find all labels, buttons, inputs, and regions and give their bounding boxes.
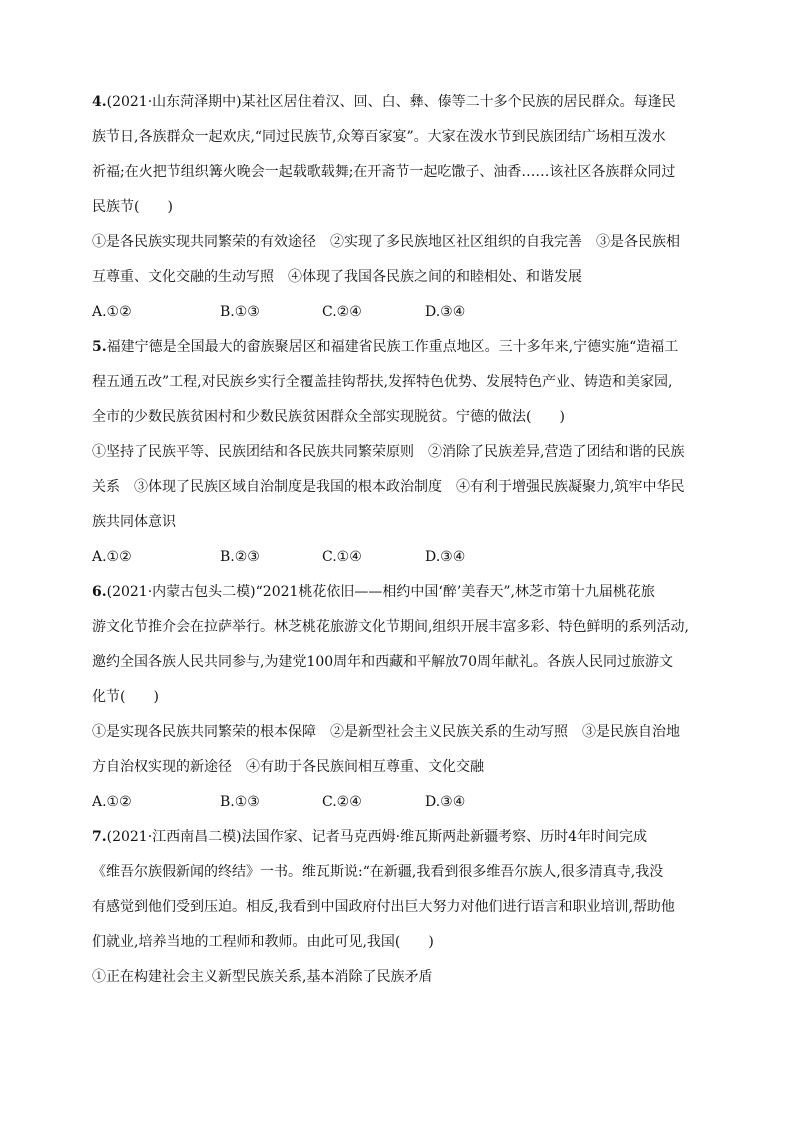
question-4-line-1: 4.(2021·山东菏泽期中)某社区居住着汉、回、白、彝、傣等二十多个民族的居民群众。每逢民: [92, 94, 676, 110]
question-5-statement-2: 关系 ③体现了民族区域自治制度是我国的根本政治制度 ④有利于增强民族凝聚力,筑牢中华民: [92, 479, 685, 495]
question-6-option-d[interactable]: D.③④: [425, 794, 466, 810]
question-6-line-4: 化节( ): [92, 689, 159, 705]
question-5-line-3: 全市的少数民族贫困村和少数民族贫困群众全部实现脱贫。宁德的做法( ): [92, 409, 565, 425]
question-5-line-1: 5.福建宁德是全国最大的畲族聚居区和福建省民族工作重点地区。三十多年来,宁德实施“造福工: [92, 339, 679, 355]
question-6-line-1: 6.(2021·内蒙古包头二模)“2021桃花依旧——相约中国‘醉’美春天”,林芝市第十九届桃花旅: [92, 584, 655, 600]
question-7-line-2: 《维吾尔族假新闻的终结》一书。维瓦斯说:“在新疆,我看到很多维吾尔族人,很多清真寺,我没: [92, 864, 664, 880]
question-5-statement-1: ①坚持了民族平等、民族团结和各民族共同繁荣原则 ②消除了民族差异,营造了团结和谐的民族: [92, 444, 685, 460]
document-page: [92, 93, 708, 987]
question-5-options: [92, 548, 708, 567]
question-4-option-b[interactable]: B.①③: [220, 304, 260, 320]
question-4-line-4: 民族节( ): [92, 199, 173, 215]
question-5-option-d[interactable]: D.③④: [425, 549, 466, 565]
question-7-line-4: 们就业,培养当地的工程师和教师。由此可见,我国( ): [92, 934, 434, 950]
question-4-line-3: 祈福;在火把节组织篝火晚会一起载歌载舞;在开斋节一起吃馓子、油香……该社区各族群众同过: [92, 164, 676, 180]
question-4-option-a[interactable]: A.①②: [92, 304, 132, 320]
question-6-statement-1: ①是实现各民族共同繁荣的根本保障 ②是新型社会主义民族关系的生动写照 ③是民族自治地: [92, 724, 680, 740]
question-7-line-3: 有感觉到他们受到压迫。相反,我看到中国政府付出巨大努力对他们进行语言和职业培训,帮助他: [92, 899, 675, 915]
question-6: [92, 583, 708, 812]
question-7-number: 7.: [92, 829, 107, 845]
question-6-line-2: 游文化节推介会在拉萨举行。林芝桃花旅游文化节期间,组织开展丰富多彩、特色鲜明的系列活动,: [92, 619, 689, 635]
question-6-number: 6.: [92, 584, 107, 600]
question-7-statement-1: ①正在构建社会主义新型民族关系,基本消除了民族矛盾: [92, 969, 433, 985]
question-4-line-2: 族节日,各族群众一起欢庆,“同过民族节,众筹百家宴”。大家在泼水节到民族团结广场相互泼水: [92, 129, 666, 145]
question-6-options: [92, 793, 708, 812]
question-7-line-1: 7.(2021·江西南昌二模)法国作家、记者马克西姆·维瓦斯两赴新疆考察、历时4年时间完成: [92, 829, 647, 845]
question-4-number: 4.: [92, 94, 107, 110]
question-4-statement-1: ①是各民族实现共同繁荣的有效途径 ②实现了多民族地区社区组织的自我完善 ③是各民族相: [92, 234, 680, 250]
question-4-option-d[interactable]: D.③④: [425, 304, 466, 320]
question-6-option-a[interactable]: A.①②: [92, 794, 132, 810]
question-5-statement-3: 族共同体意识: [92, 514, 176, 530]
question-6-option-c[interactable]: C.②④: [322, 794, 362, 810]
question-6-statement-2: 方自治权实现的新途径 ④有助于各民族间相互尊重、文化交融: [92, 759, 484, 775]
question-5-line-2: 程五通五改”工程,对民族乡实行全覆盖挂钩帮扶,发挥特色优势、发展特色产业、铸造和美家园,: [92, 374, 673, 390]
question-6-option-b[interactable]: B.①③: [220, 794, 260, 810]
question-4-option-c[interactable]: C.②④: [322, 304, 362, 320]
question-5-option-c[interactable]: C.①④: [322, 549, 362, 565]
question-4-options: [92, 303, 708, 322]
question-4-statement-2: 互尊重、文化交融的生动写照 ④体现了我国各民族之间的和睦相处、和谐发展: [92, 269, 582, 285]
question-5-option-b[interactable]: B.②③: [220, 549, 260, 565]
question-7: [92, 828, 708, 987]
question-5: [92, 338, 708, 567]
question-5-number: 5.: [92, 339, 107, 355]
question-5-option-a[interactable]: A.①②: [92, 549, 132, 565]
question-4: [92, 93, 708, 322]
question-6-line-3: 邀约全国各族人民共同参与,为建党100周年和西藏和平解放70周年献礼。各族人民同过旅游文: [92, 654, 673, 670]
